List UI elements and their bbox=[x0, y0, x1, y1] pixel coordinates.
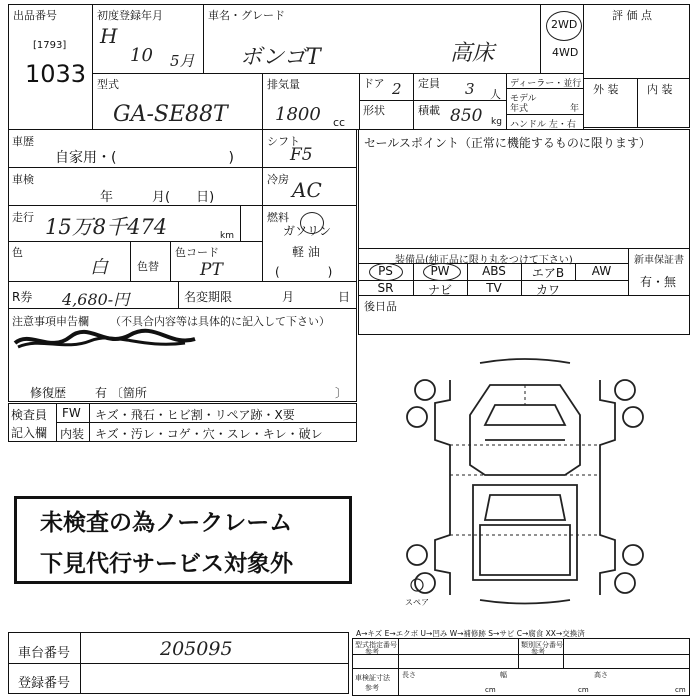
name-value: ボンゴT bbox=[240, 45, 321, 70]
fuel-diesel: 軽 油 bbox=[292, 245, 320, 259]
interior-label: 内 装 bbox=[647, 83, 673, 96]
ref-div-2 bbox=[518, 638, 519, 668]
mileage-value: 15万8千474 bbox=[45, 215, 168, 239]
chassis-label: 車台番号 bbox=[18, 646, 71, 661]
equip-abs: ABS bbox=[482, 264, 506, 278]
repair-value: 有 〔箇所 bbox=[95, 386, 147, 400]
later-box bbox=[358, 295, 690, 335]
color-div-1 bbox=[130, 241, 131, 281]
shaken-label: 車検 bbox=[12, 173, 34, 186]
ref-line-2 bbox=[352, 668, 690, 669]
sales-point: セールスポイント（正常に機能するものに限ります） bbox=[364, 136, 651, 150]
equip-div-main bbox=[628, 248, 629, 296]
lot-number: 1033 bbox=[25, 60, 87, 88]
cap-label: 定員 bbox=[418, 77, 440, 90]
repair-label: 修復歴 bbox=[30, 386, 67, 400]
equip-label: 装備品(純正品に限り丸をつけて下さい) bbox=[395, 255, 573, 266]
model-year-label2: 年式 bbox=[510, 104, 529, 114]
ref3-label1: 車検証寸法 bbox=[355, 674, 390, 682]
recycle-label: R券 bbox=[12, 290, 33, 304]
model-label: 型式 bbox=[97, 78, 119, 91]
ref-line-1 bbox=[352, 654, 690, 655]
history-label: 車歴 bbox=[12, 135, 34, 148]
notice-line2: 下見代行サービス対象外 bbox=[40, 551, 293, 577]
warranty-value: 有・無 bbox=[640, 275, 677, 289]
equip-tv: TV bbox=[486, 281, 502, 295]
row-line-4 bbox=[8, 281, 357, 282]
disp-unit: cc bbox=[333, 116, 346, 129]
name-change-label: 名変期限 bbox=[184, 290, 233, 304]
equip-aw: AW bbox=[591, 264, 612, 278]
shift-label: シフト bbox=[267, 135, 300, 148]
equip-airbag: エアB bbox=[531, 266, 565, 280]
dealer-label: ディーラー・並行 bbox=[510, 79, 582, 89]
reg-label: 初度登録年月 bbox=[97, 9, 163, 22]
month-label: 月 bbox=[282, 290, 295, 304]
lot-small: [1793] bbox=[33, 40, 67, 51]
ac-value: AC bbox=[292, 178, 322, 202]
equip-ps: PS bbox=[378, 264, 393, 278]
color-label: 色 bbox=[12, 246, 23, 259]
row-line-3 bbox=[8, 241, 263, 242]
recycle-divider bbox=[178, 281, 179, 309]
door-value: 2 bbox=[392, 80, 402, 98]
ref3-label2: 参考 bbox=[365, 684, 379, 692]
plate-label: 登録番号 bbox=[18, 676, 71, 691]
ref1-label2: 参考 bbox=[365, 648, 379, 656]
cm2: cm bbox=[578, 686, 589, 694]
cm3: cm bbox=[675, 686, 686, 694]
model-year-label1: モデル bbox=[510, 94, 537, 104]
row-line-5 bbox=[8, 308, 357, 309]
dealer-line bbox=[506, 88, 584, 89]
reg-era: H bbox=[100, 24, 118, 48]
reg-month: 5月 bbox=[170, 52, 195, 70]
new-warranty: 新車保証書 bbox=[634, 255, 684, 266]
color-value: 白 bbox=[90, 257, 108, 278]
ac-label: 冷房 bbox=[267, 173, 289, 186]
load-value: 850 bbox=[450, 106, 483, 126]
shaken-value: 年 月( 日) bbox=[100, 190, 215, 205]
cap-value: 3 bbox=[465, 80, 475, 98]
color-div-2 bbox=[170, 241, 171, 281]
eval-label: 評 価 点 bbox=[612, 9, 652, 22]
grade-value: 高床 bbox=[450, 41, 495, 66]
fuel-label: 燃料 bbox=[267, 211, 289, 224]
load-label: 積載 bbox=[418, 104, 440, 117]
year-suffix: 年 bbox=[570, 104, 580, 114]
fw-label: FW bbox=[62, 406, 81, 420]
cap-unit: 人 bbox=[490, 88, 501, 101]
fuel-gas: ガソリン bbox=[283, 224, 332, 238]
day-label: 日 bbox=[338, 290, 351, 304]
width-label: 幅 bbox=[500, 671, 507, 679]
disp-label: 排気量 bbox=[267, 78, 300, 91]
shift-value: F5 bbox=[290, 145, 313, 165]
drive-divider bbox=[540, 4, 541, 74]
len-label: 長さ bbox=[402, 671, 416, 679]
equip-sr: SR bbox=[377, 281, 394, 295]
ref-div-1 bbox=[398, 638, 399, 696]
drive-4wd: 4WD bbox=[552, 46, 579, 59]
repair-end: 〕 bbox=[335, 386, 348, 400]
door-label: ドア bbox=[363, 77, 385, 90]
equip-pw: PW bbox=[430, 264, 450, 278]
ref2-label1: 類別区分番号 bbox=[521, 641, 563, 649]
notes-hint: （不具合内容等は具体的に記入して下さい） bbox=[110, 315, 330, 328]
exterior-label: 外 装 bbox=[593, 83, 619, 96]
color-change-label: 色替 bbox=[137, 260, 159, 273]
ref2-label2: 参考 bbox=[531, 648, 545, 656]
int-label: 内装 bbox=[60, 427, 85, 441]
drive-2wd: 2WD bbox=[551, 18, 578, 31]
year-line bbox=[506, 114, 584, 115]
inspector-label1: 検査員 bbox=[11, 408, 48, 422]
fuel-paren: ( ) bbox=[275, 265, 333, 279]
spare-label: スペア bbox=[405, 598, 429, 607]
row-line-1 bbox=[8, 167, 357, 168]
shape-label: 形状 bbox=[363, 104, 385, 117]
handle-label: ハンドル 左・右 bbox=[510, 120, 576, 130]
equip-leather: カワ bbox=[535, 283, 560, 297]
ref1-label1: 型式指定番号 bbox=[355, 641, 397, 649]
fw-text: キズ・飛石・ヒビ割・リペア跡・X要 bbox=[95, 408, 295, 422]
eval-divider bbox=[637, 78, 638, 128]
mileage-unit: km bbox=[220, 231, 234, 241]
color-code-value: PT bbox=[200, 260, 223, 280]
load-unit: kg bbox=[491, 117, 502, 127]
row-line-2 bbox=[8, 205, 357, 206]
chassis-line bbox=[8, 663, 349, 664]
later-label: 後日品 bbox=[364, 300, 397, 313]
int-text: キズ・汚レ・コゲ・穴・スレ・キレ・破レ bbox=[95, 427, 323, 441]
ref-div-3 bbox=[563, 638, 564, 668]
color-code-label: 色コード bbox=[175, 246, 219, 259]
name-label: 車名・グレード bbox=[208, 9, 285, 22]
equip-ps-circle bbox=[369, 263, 403, 281]
equip-pw-circle bbox=[423, 263, 461, 281]
lot-label: 出品番号 bbox=[13, 9, 57, 22]
disp-value: 1800 bbox=[275, 104, 321, 125]
inspector-label2: 記入欄 bbox=[11, 426, 48, 440]
model-value: GA-SE88T bbox=[113, 102, 228, 127]
recycle-value: 4,680-円 bbox=[62, 290, 130, 309]
mileage-divider bbox=[240, 205, 241, 241]
chassis-value: 205095 bbox=[160, 638, 233, 660]
cm1: cm bbox=[485, 686, 496, 694]
legend: A→キズ E→エクボ U→凹み W→補修跡 S→サビ C→腐食 XX→交換済 bbox=[356, 629, 585, 638]
car-diagram bbox=[395, 345, 655, 615]
notes-label: 注意事項申告欄 bbox=[12, 315, 89, 328]
reg-year: 10 bbox=[130, 45, 153, 66]
equip-navi: ナビ bbox=[427, 283, 452, 297]
mileage-label: 走行 bbox=[12, 211, 34, 224]
notes-scribble bbox=[10, 325, 200, 355]
notice-line1: 未検査の為ノークレーム bbox=[40, 510, 293, 536]
history-value: 自家用・( ) bbox=[55, 150, 234, 166]
height-label: 高さ bbox=[594, 671, 608, 679]
